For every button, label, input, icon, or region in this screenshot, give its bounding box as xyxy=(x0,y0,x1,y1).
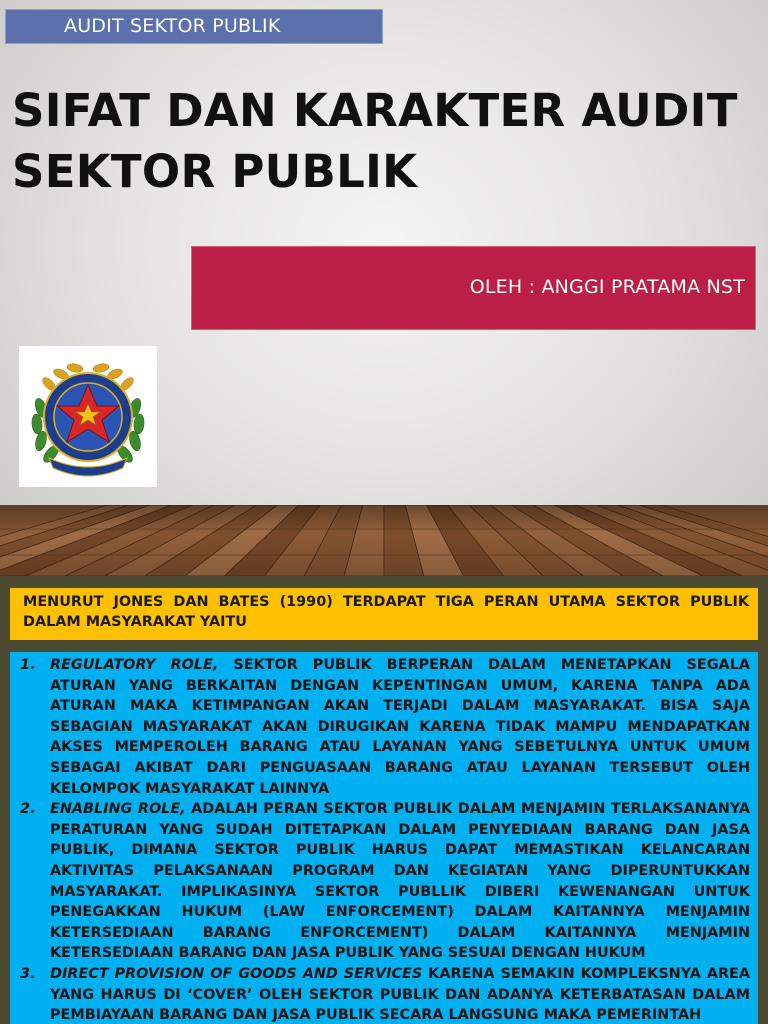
list-item xyxy=(10,964,750,1024)
role-name: REGULATORY ROLE, xyxy=(50,657,219,673)
author-banner xyxy=(191,246,756,330)
role-number: 2. xyxy=(20,801,36,818)
list-item xyxy=(10,799,750,964)
role-description: SEKTOR PUBLIK BERPERAN DALAM MENETAPKAN SEGALA ATURAN YANG BERKAITAN DENGAN KEPENTINGAN UMUM, KARENA TANPA ADA ATURAN MAKA KETIMPANGAN AKAN TERJADI DALAM MASYARAKAT. BISA SAJA SEBAGIAN MASYARAKAT AKAN DIRUGIKAN KARENA TIDAK MAMPU MENDAPATKAN AKSES MEMPEROLEH BARANG ATAU LAYANAN YANG SEBETULNYA UNTUK UMUM SEBAGAI AKIBAT DARI PENGUASAAN BARANG ATAU LAYANAN TERSEBUT OLEH KELOMPOK MASYARAKAT LAINNYA xyxy=(50,657,751,797)
role-description: ADALAH PERAN SEKTOR PUBLIK DALAM MENJAMIN TERLAKSANANYA PERATURAN YANG SUDAH DITETAPKAN DALAM PENYEDIAAN BARANG DAN JASA PUBLIK, DIMANA SEKTOR PUBLIK HARUS DAPAT MEMASTIKAN KELANCARAN AKTIVITAS PELAKSANAAN PROGRAM DAN KEGIATAN YANG DIPERUNTUKKAN MASYARAKAT. IMPLIKASINYA SEKTOR PUBLLIK DIBERI KEWENANGAN UNTUK PENEGAKKAN HUKUM (LAW ENFORCEMENT) DALAM KAITANNYA MENJAMIN KETERSEDIAAN BARANG ENFORCEMENT) DALAM KAITANNYA MENJAMIN KETERSEDIAAN BARANG DAN JASA PUBLIK YANG SESUAI DENGAN HUKUM xyxy=(50,801,750,962)
role-number: 3. xyxy=(20,965,36,982)
wooden-floor-decoration xyxy=(0,505,768,576)
content-slide xyxy=(0,576,768,1024)
role-number: 1. xyxy=(20,657,36,673)
roles-box xyxy=(10,652,758,1024)
title-line-2: SEKTOR PUBLIK xyxy=(12,145,418,198)
role-description: KARENA SEMAKIN KOMPLEKSNYA AREA YANG HARUS DI ‘COVER’ OLEH SEKTOR PUBLIK DAN ADANYA KETERBATASAN DALAM PEMBIAYAAN BARANG DAN JASA PUBLIK SECARA LANGSUNG MAKA PEMERINTAH xyxy=(50,965,751,1024)
role-name: ENABLING ROLE, xyxy=(50,801,186,818)
page-title xyxy=(12,80,752,202)
logo-container xyxy=(19,346,157,487)
author-text: OLEH : ANGGI PRATAMA NST xyxy=(469,276,745,298)
university-emblem-icon xyxy=(19,346,157,487)
course-label: AUDIT SEKTOR PUBLIK xyxy=(5,9,383,44)
role-name: DIRECT PROVISION OF GOODS AND SERVICES xyxy=(50,965,423,982)
roles-list xyxy=(10,655,750,1024)
list-item xyxy=(10,655,750,799)
title-line-1: SIFAT DAN KARAKTER AUDIT xyxy=(12,84,738,137)
intro-box: MENURUT JONES DAN BATES (1990) TERDAPAT TIGA PERAN UTAMA SEKTOR PUBLIK DALAM MASYARAKAT YAITU xyxy=(10,588,758,640)
